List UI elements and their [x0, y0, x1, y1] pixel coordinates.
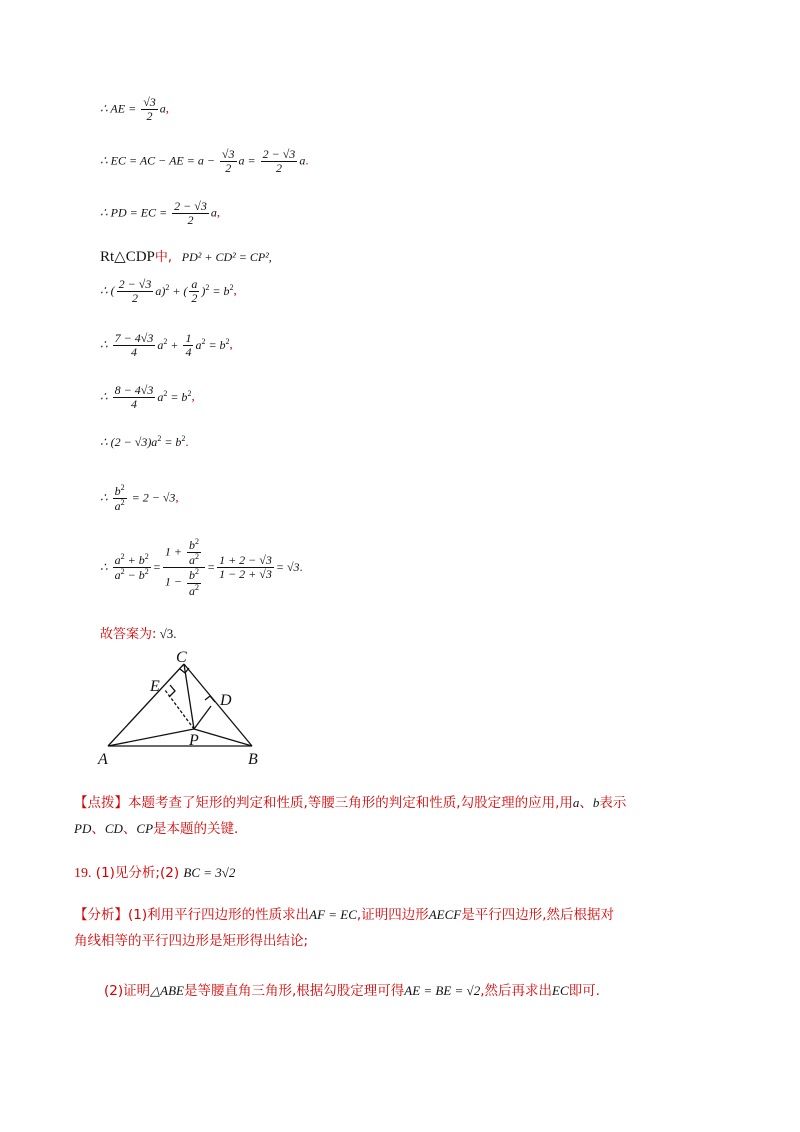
fenxi-paragraph: [74, 902, 734, 954]
pythagoras-eq: PD² + CD² = CP²,: [181, 250, 272, 264]
step-2: ∴ EC = AC − AE = a − $\frac{√3}{2}$ a = $\frac{2 - √3}{2}$ a.: [100, 147, 309, 176]
fenxi-tag: 【分析】: [74, 907, 128, 923]
fenxi-line1-a: (1)利用平行四边形的性质求出: [128, 907, 310, 923]
q19-number: 19.: [74, 866, 92, 881]
fenxi-line2: 角线相等的平行四边形是矩形得出结论;: [74, 933, 309, 949]
step-8: ∴ $(2 - √3)a^2 = b^2$.: [100, 434, 189, 449]
sep-2: 、: [91, 821, 105, 837]
dianbo-text-3: 是本题的关键.: [153, 821, 239, 837]
fenxi-ec: EC: [552, 983, 569, 998]
fenxi-eq-af-ec: AF = EC: [309, 907, 357, 922]
segment-pd: [194, 706, 211, 729]
q19-answer: [74, 860, 734, 887]
q19-parts: (1)见分析;(2): [95, 865, 180, 881]
fenxi-line3-c: ,然后再求出: [480, 983, 552, 999]
label-d: D: [220, 692, 232, 709]
dianbo-paragraph: [74, 790, 734, 842]
step-3: ∴ PD = EC = $\frac{2 - √3}{2}$ a,: [100, 199, 221, 228]
var-b: b: [592, 795, 600, 810]
answer-line: [100, 627, 177, 641]
sep-3: 、: [122, 821, 137, 837]
answer-label: 故答案为:: [100, 627, 157, 642]
fenxi-part2: [104, 978, 764, 1004]
label-b: B: [248, 751, 258, 768]
var-a: a: [572, 795, 580, 810]
right-angle-e: [169, 685, 175, 697]
zhong-label: 中,: [154, 250, 173, 265]
label-c: C: [176, 650, 187, 666]
step-4: [100, 250, 272, 265]
var-pd: PD: [74, 821, 92, 836]
var-cp: CP: [136, 821, 154, 836]
answer-value: √3.: [159, 626, 177, 641]
label-e: E: [150, 678, 160, 695]
step-1: ∴ AE = $\frac{√3}{2}$ a,: [100, 95, 170, 124]
step-5: ∴ ( $\frac{2 - √3}{2}$ a)$^2$ + ( $\frac{a}{2}$ )$^2 = b^2$,: [100, 277, 237, 306]
dianbo-tag: 【点拨】: [74, 795, 128, 811]
fenxi-line3-a: (2)证明: [104, 983, 151, 999]
fenxi-line3-b: 是等腰直角三角形,根据勾股定理可得: [183, 983, 405, 999]
step-6: ∴ $\frac{7 - 4√3}{4}$ $a^2$ + $\frac{1}{4}$ $a^2 = b^2$,: [100, 331, 233, 360]
rt-triangle-label: Rt△CDP: [100, 249, 155, 265]
sep-1: 、: [579, 795, 593, 811]
dianbo-text-2: 表示: [599, 795, 627, 811]
segment-pb: [194, 729, 252, 746]
q19-result: BC = 3√2: [183, 865, 236, 880]
fenxi-triangle: △ABE: [150, 983, 184, 998]
step-10: ∴ $\frac{a^2 + b^2}{a^2 - b^2}$ = 1 + $\frac{b^2}{a^2}$ 1 − $\frac{b^2}{a^2}$ = $\frac{1 + 2 - √3}{1 - 2 + √3}$ = √3.: [100, 537, 303, 598]
geometry-figure: [90, 650, 280, 772]
fenxi-eq-ae-be: AE = BE = √2: [404, 983, 481, 998]
label-a: A: [98, 751, 108, 768]
fenxi-line1-b: ,证明四边形: [356, 907, 429, 923]
dianbo-text-1: 本题考查了矩形的判定和性质,等腰三角形的判定和性质,勾股定理的应用,用: [128, 795, 573, 811]
var-cd: CD: [104, 821, 123, 836]
fenxi-line3-d: 即可.: [568, 983, 600, 999]
fenxi-line1-c: 是平行四边形,然后根据对: [461, 907, 614, 923]
step-7: ∴ $\frac{8 - 4√3}{4}$ $a^2 = b^2$,: [100, 383, 195, 412]
fenxi-quad: AECF: [428, 907, 462, 922]
label-p: P: [189, 732, 199, 749]
step-9: ∴ $\frac{b^2}{a^2}$ = 2 − √3,: [100, 483, 179, 514]
